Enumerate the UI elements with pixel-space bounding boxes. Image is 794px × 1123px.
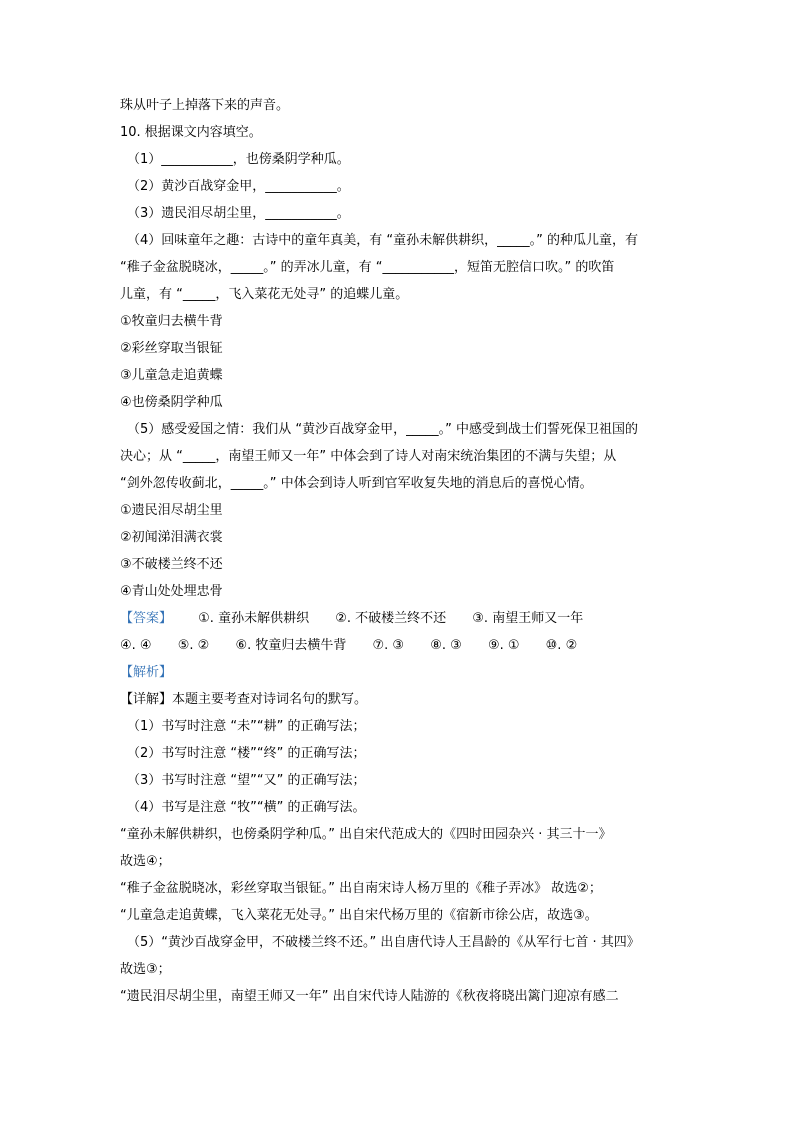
answer-item: ⑨. ① [487, 638, 520, 653]
document-page [120, 92, 680, 1010]
text-line: 决心；从 “_____，南望王师又一年” 中体会到了诗人对南宋统治集团的不满与失望；从 [120, 449, 617, 464]
detail-line: “儿童急走追黄蝶，飞入菜花无处寻。” 出自宋代杨万里的《宿新市徐公店，故选③。 [120, 908, 598, 923]
answer-item: ④. ④ [120, 638, 152, 653]
detail-line: “遗民泪尽胡尘里，南望王师又一年” 出自宋代诗人陆游的《秋夜将晓出篱门迎凉有感二 [120, 989, 619, 1004]
text-line: 珠从叶子上掉落下来的声音。 [120, 98, 290, 113]
text-line: “稚子金盆脱晓冰，_____。” 的弄冰儿童，有 “___________，短笛无腔信口吹。” 的吹笛 [120, 260, 615, 275]
text-line: 儿童，有 “_____，飞入菜花无处寻” 的追蝶儿童。 [120, 287, 409, 302]
detail-line: 故选③； [120, 962, 171, 977]
detail-line: “童孙未解供耕织，也傍桑阴学种瓜。” 出自宋代范成大的《四时田园杂兴 · 其三十一》 [120, 827, 612, 842]
text-line: （1）___________，也傍桑阴学种瓜。 [127, 152, 350, 167]
detail-line: （1）书写时注意 “未”“耕” 的正确写法； [127, 719, 366, 734]
option-line: ④青山处处埋忠骨 [120, 584, 223, 599]
text-line: （4）回味童年之趣：古诗中的童年真美，有 “童孙未解供耕织，_____。” 的种瓜儿童，有 [127, 233, 639, 248]
option-line: ③儿童急走追黄蝶 [120, 368, 223, 383]
option-line: ②初闻涕泪满衣裳 [120, 530, 223, 545]
detail-line: （4）书写是注意 “牧”“横” 的正确写法。 [127, 800, 366, 815]
option-line: ④也傍桑阴学种瓜 [120, 395, 223, 410]
option-line: ③不破楼兰终不还 [120, 557, 223, 572]
answer-item: ③. 南望王师又一年 [472, 611, 584, 626]
answer-item: ①. 童孙未解供耕织 [198, 611, 310, 626]
detail-line: （3）书写时注意 “望”“又” 的正确写法； [127, 773, 366, 788]
answer-item: ⑥. 牧童归去横牛背 [235, 638, 347, 653]
text-line: （5）感受爱国之情：我们从 “黄沙百战穿金甲，_____。” 中感受到战士们誓死保卫祖国的 [127, 422, 639, 437]
answer-item: ⑦. ③ [372, 638, 405, 653]
detail-line: 故选④； [120, 854, 171, 869]
answer-label: 【答案】 [120, 611, 173, 626]
text-line: “剑外忽传收蓟北，_____。” 中体会到诗人听到官军收复失地的消息后的喜悦心情。 [120, 476, 593, 491]
option-line: ①遗民泪尽胡尘里 [120, 503, 223, 518]
option-line: ②彩丝穿取当银钲 [120, 341, 223, 356]
detail-line: （5）“黄沙百战穿金甲，不破楼兰终不还。” 出自唐代诗人王昌龄的《从军行七首 · 其四》 [127, 935, 640, 950]
answer-row [120, 632, 680, 659]
answer-item: ②. 不破楼兰终不还 [335, 611, 447, 626]
answer-row [120, 605, 680, 632]
text-line: （2）黄沙百战穿金甲，___________。 [127, 179, 350, 194]
answer-item: ⑧. ③ [430, 638, 462, 653]
analysis-label: 【解析】 [120, 665, 173, 680]
answer-item: ⑩. ② [545, 638, 578, 653]
detail-line: “稚子金盆脱晓冰，彩丝穿取当银钲。” 出自南宋诗人杨万里的《稚子弄冰》 故选②； [120, 881, 602, 896]
detail-line: （2）书写时注意 “楼”“终” 的正确写法； [127, 746, 366, 761]
detail-line: 【详解】本题主要考查对诗词名句的默写。 [120, 692, 368, 707]
text-line: （3）遗民泪尽胡尘里，___________。 [127, 206, 350, 221]
answer-item: ⑤. ② [177, 638, 210, 653]
option-line: ①牧童归去横牛背 [120, 314, 223, 329]
question-heading: 10. 根据课文内容填空。 [120, 125, 262, 140]
